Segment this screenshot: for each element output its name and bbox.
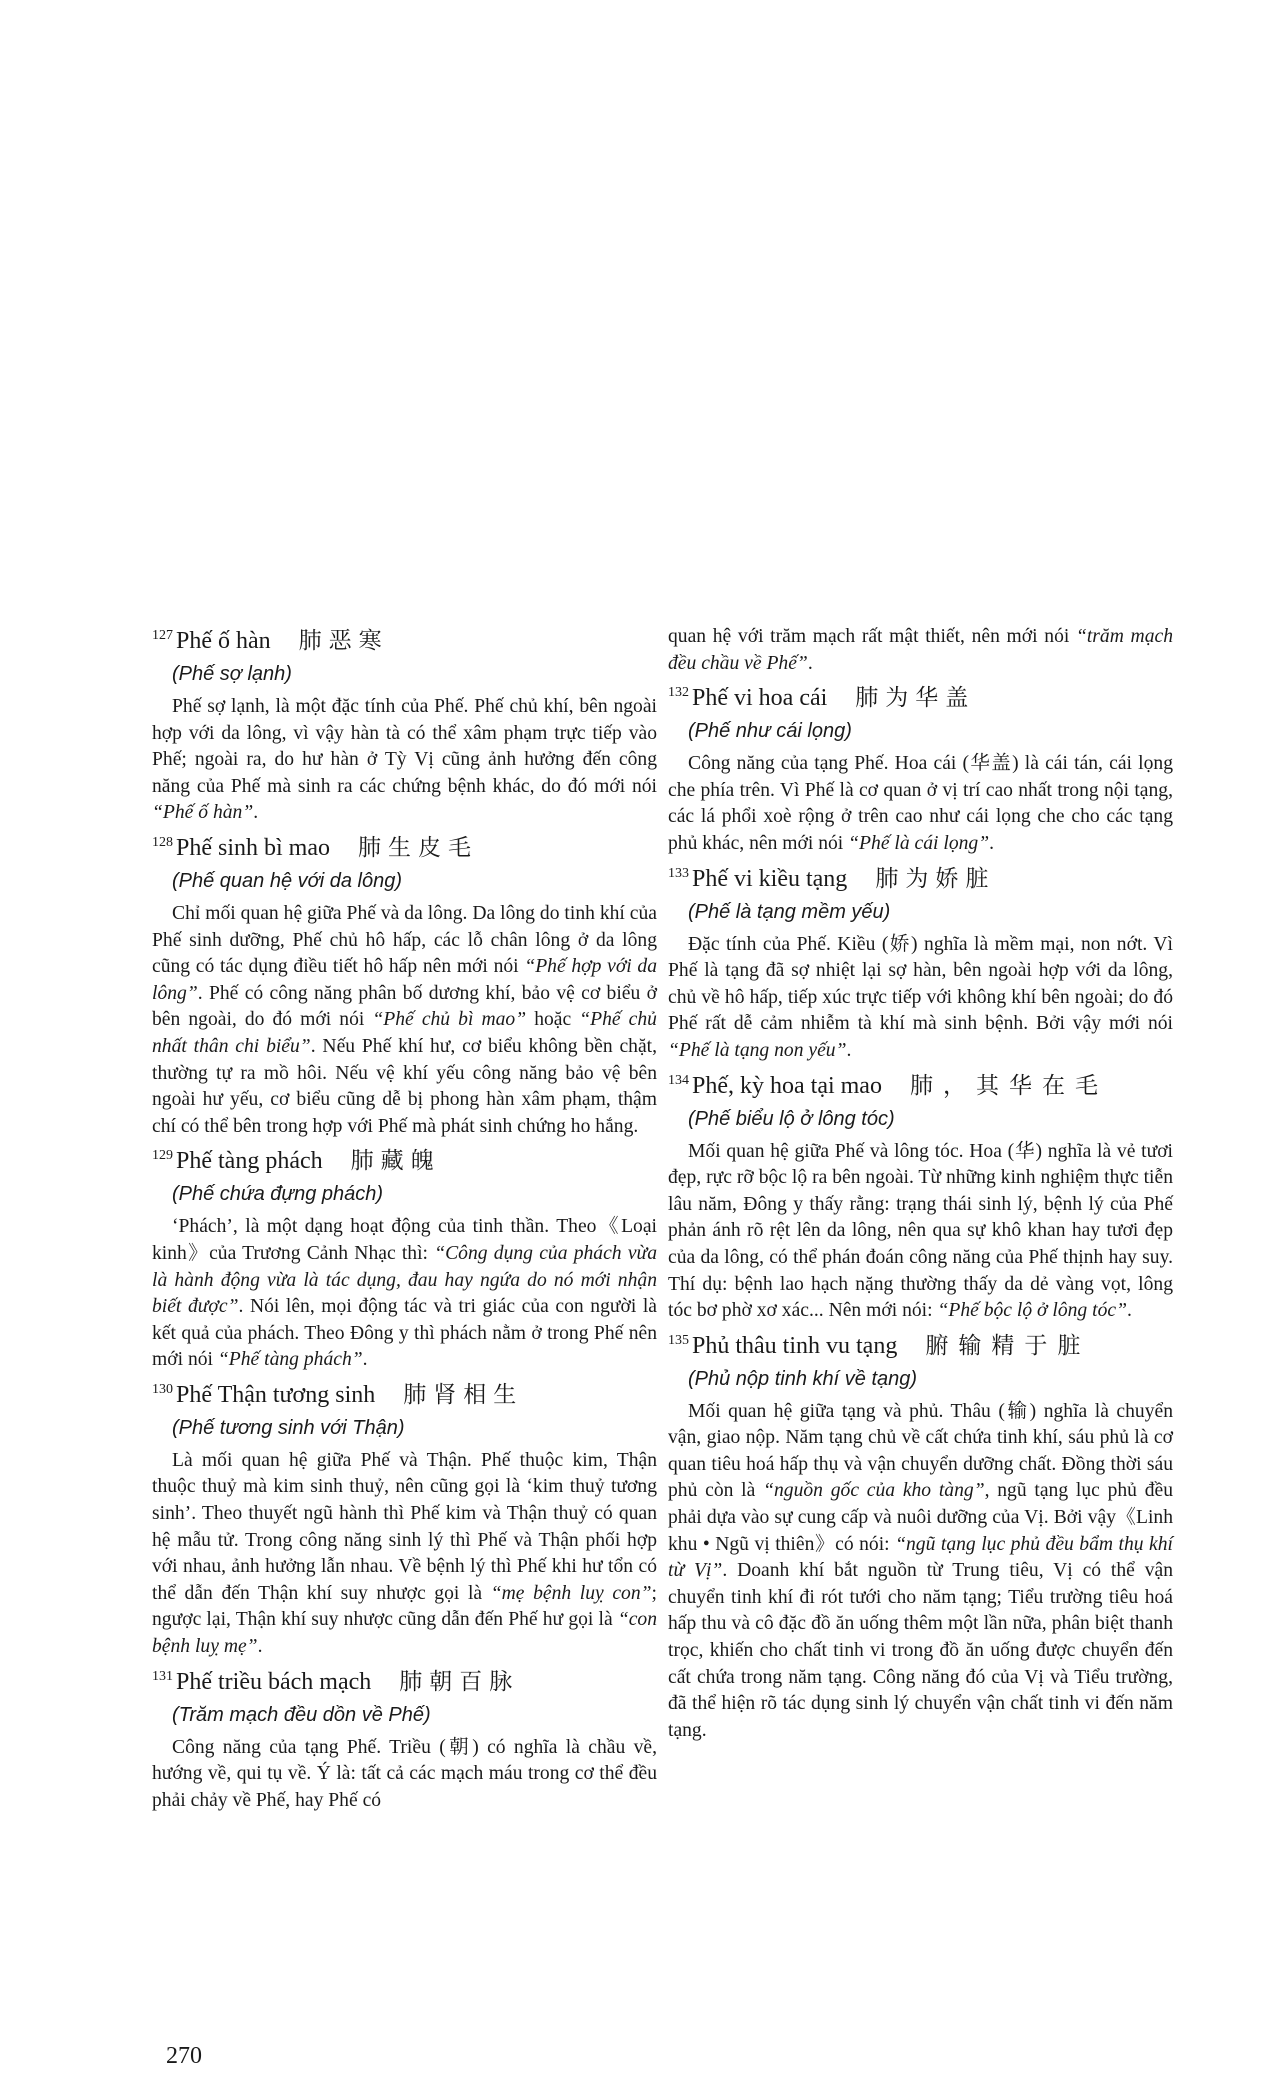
entry-term: Phế sinh bì mao [176, 834, 330, 861]
entry-body [668, 1139, 1173, 1325]
body-text: . [989, 832, 995, 854]
right-column [668, 624, 1173, 1748]
quote: “con bệnh luỵ mẹ” [152, 1609, 657, 1658]
body-text: Mối quan hệ giữa Phế và lông tóc. Hoa (华) nghĩa là vẻ tươi đẹp, rực rỡ bộc lộ ra bên ngoài. Từ những kinh nghiệm thực tiễn lâu năm, Đông y thấy rằng: trạng thái sinh lý, bệnh lý của Phế phản ánh rõ rệt lên da lông, nên qua sự khô khan hay tươi đẹp của da lông, có thể phán đoán công năng của Phế thịnh hay suy. Thí dụ: bệnh lao hạch nặng thường thấy da dẻ vàng vọt, lông tóc bơ phờ xơ xác... Nên mới nói: [668, 1140, 1173, 1322]
entry-131 [152, 1667, 657, 1815]
entry-134 [668, 1071, 1173, 1325]
quote: “Phế hợp với da lông” [152, 956, 658, 1004]
entry-chinese: 肺肾相生 [403, 1381, 524, 1408]
body-text: . [1126, 1300, 1132, 1322]
entry-translation: (Phế sợ lạnh) [172, 663, 292, 685]
page-number: 270 [166, 2043, 202, 2069]
entry-heading [152, 1146, 657, 1180]
body-text: Phế sợ lạnh, là một đặc tính của Phế. Phế chủ khí, bên ngoài hợp với da lông, vì vậy hàn tà có thể xâm phạm trực tiếp vào Phế; ngoài ra, do hư hàn ở Tỳ Vị cũng ảnh hưởng đến công năng của Phế mà sinh ra các chứng bệnh khác, do đó mới nói [152, 696, 657, 797]
entry-translation: (Phế như cái lọng) [688, 720, 852, 743]
entry-term: Phế ố hàn [176, 628, 271, 654]
quote: “Phế tàng phách” [217, 1349, 363, 1371]
body-text: Là mối quan hệ giữa Phế và Thận. Phế thuộc kim, Thận thuộc thuỷ mà kim sinh thuỷ, nên cũng gọi là ‘kim thuỷ tương sinh’. Theo thuyết ngũ hành thì Phế kim và Thận thuỷ có quan hệ mẫu tử. Trong công năng sinh lý thì Phế và Thận phối hợp với nhau, ảnh hưởng lẫn nhau. Về bệnh lý thì Phế khi hư tổn có thể dẫn đến Thận khí suy nhược gọi là [152, 1449, 657, 1604]
entry-number: 131 [152, 1668, 173, 1684]
body-text: . [253, 802, 259, 824]
entry-number: 128 [152, 834, 173, 850]
entry-heading [668, 1331, 1173, 1365]
body-text: Công năng của tạng Phế. Hoa cái (华盖) là cái tán, cái lọng che phía trên. Vì Phế là cơ quan ở vị trí cao nhất trong nội tạng, các lá phổi xoè rộng ở trên cao như cái lọng che cho các tạng phủ khác, nên mới nói [668, 753, 1173, 854]
entry-translation: (Phế biểu lộ ở lông tóc) [688, 1107, 895, 1130]
quote: “Phế là tạng non yếu” [668, 1039, 847, 1061]
quote: “Công dụng của phách vừa là hành động vừa là tác dụng, đau hay ngứa do nó mới nhận biết được” [152, 1242, 657, 1318]
body-text: . [807, 652, 813, 674]
body-text: ; ngược lại, Thận khí suy nhược cũng dẫn đến Phế hư gọi là [152, 1582, 657, 1631]
entry-number: 133 [668, 865, 689, 881]
entry-body [152, 901, 657, 1140]
entry-heading [668, 683, 1173, 717]
body-text: hoặc [526, 1009, 580, 1031]
entry-term: Phế triều bách mạch [176, 1668, 372, 1695]
entry-chinese: 肺为华盖 [855, 685, 976, 712]
entry-heading [152, 1380, 657, 1414]
entry-term: Phế vi hoa cái [692, 685, 828, 712]
entry-body [152, 1448, 657, 1661]
quote: “trăm mạch đều chầu về Phế” [668, 626, 1173, 674]
quote: “mẹ bệnh luỵ con” [490, 1582, 652, 1604]
quote: “Phế ố hàn” [152, 802, 254, 824]
entry-translation: (Phủ nộp tinh khí về tạng) [688, 1367, 918, 1390]
body-text: . Nếu Phế khí hư, cơ biểu không bền chặt, thường tự ra mồ hôi. Nếu vệ khí yếu công năng bảo vệ bên ngoài hư yếu, cơ biểu cũng dễ bị phong hàn xâm phạm, thậm chí có thể bên trong hợp với Phế mà phát sinh chứng ho hắng. [152, 1035, 657, 1137]
entry-term: Phủ thâu tinh vu tạng [692, 1332, 898, 1359]
entry-term: Phế vi kiều tạng [692, 865, 848, 892]
quote: “nguồn gốc của kho tàng” [763, 1480, 985, 1502]
entry-translation: (Trăm mạch đều dồn về Phế) [172, 1703, 431, 1726]
entry-133 [668, 864, 1173, 1065]
entry-translation: (Phế là tạng mềm yếu) [688, 900, 891, 923]
entry-term: Phế Thận tương sinh [176, 1381, 376, 1408]
entry-129 [152, 1146, 657, 1374]
left-column [152, 620, 657, 1818]
body-text: Đặc tính của Phế. Kiều (娇) nghĩa là mềm mại, non nớt. Vì Phế là tạng đã sợ nhiệt lại sợ hàn, bên ngoài hợp với da lông, chủ về hô hấp, tiếp xúc trực tiếp với không khí bên ngoài; do đó Phế rất dễ cảm nhiễm tà khí mà sinh bệnh. Bởi vậy mới nói [668, 933, 1173, 1035]
entry-chinese: 肺朝百脉 [399, 1668, 520, 1695]
entry-chinese: 肺恶寒 [298, 628, 389, 654]
entry-130 [152, 1380, 657, 1661]
entry-term: Phế tàng phách [176, 1148, 323, 1175]
quote: “Phế là cái lọng” [848, 832, 990, 854]
entry-chinese: 肺，其华在毛 [909, 1072, 1108, 1099]
entry-heading [668, 1071, 1173, 1105]
quote: “Phế chủ nhất thân chi biểu” [152, 1009, 657, 1057]
entry-chinese: 腑输精于脏 [925, 1332, 1091, 1359]
body-text: . Doanh khí bắt nguồn từ Trung tiêu, Vị có thể vận chuyển tinh khí đi rót tưới cho năm tạng; Tiểu trường tiêu hoá hấp thu và cô đặc đồ ăn uống thêm một lần nữa, phân biệt thanh trọc, khiến cho chất tinh vi trong đồ ăn uống được chuyển đến cất chứa trong năm tạng. Công năng đó của Vị và Tiểu trường, đã thể hiện rõ tác dụng sinh lý chuyển vận chất tinh vi đến năm tạng. [668, 1560, 1174, 1741]
entry-heading [152, 1667, 657, 1701]
entry-body [152, 1214, 657, 1374]
entry-number: 132 [668, 685, 689, 701]
body-text: quan hệ với trăm mạch rất mật thiết, nên mới nói [668, 626, 1076, 647]
entry-body [668, 1399, 1173, 1745]
entry-heading [152, 626, 657, 660]
entry-135 [668, 1331, 1173, 1745]
entry-chinese: 肺生皮毛 [358, 834, 478, 861]
body-text: Mối quan hệ giữa tạng và phủ. Thâu (输) nghĩa là chuyển vận, giao nộp. Năm tạng chủ về cất chứa tinh khí, sáu phủ là cơ quan tiêu hoá hấp thụ và vận chuyển dưỡng chất. Đồng thời sáu phủ còn là [668, 1400, 1173, 1502]
entry-131-continuation [668, 624, 1173, 677]
entry-number: 129 [152, 1148, 173, 1164]
body-text: . [846, 1039, 852, 1061]
entry-body: Công năng của tạng Phế. Triều (朝) có nghĩa là chầu về, hướng về, qui tụ về. Ý là: tất cả các mạch máu trong cơ thể đều phải chảy về Phế, hay Phế có [152, 1736, 657, 1811]
entry-body [152, 694, 657, 827]
entry-132 [668, 683, 1173, 857]
entry-chinese: 肺藏魄 [350, 1148, 441, 1175]
entry-number: 127 [152, 628, 173, 643]
quote: “Phế bộc lộ ở lông tóc” [937, 1300, 1127, 1322]
entry-body [668, 751, 1173, 857]
body-text: . [257, 1636, 263, 1658]
entry-chinese: 肺为娇脏 [875, 865, 996, 892]
entry-translation: (Phế chứa đựng phách) [172, 1183, 384, 1206]
entry-number: 135 [668, 1332, 689, 1348]
body-text: , ngũ tạng lục phủ đều phải dựa vào sự cung cấp và nuôi dưỡng của Vị. Bởi vậy《Linh khu • Ngũ vị thiên》có nói: [668, 1480, 1173, 1555]
entry-number: 134 [668, 1072, 689, 1088]
entry-term: Phế, kỳ hoa tại mao [692, 1072, 882, 1099]
entry-number: 130 [152, 1381, 173, 1397]
entry-128 [152, 833, 657, 1140]
entry-translation: (Phế quan hệ với da lông) [172, 869, 403, 892]
body-text: . [362, 1349, 368, 1371]
entry-127 [152, 626, 657, 827]
body-text: ‘Phách’, là một dạng hoạt động của tinh thần. Theo《Loại kinh》của Trương Cảnh Nhạc thì: [152, 1216, 657, 1264]
quote: “ngũ tạng lục phủ đều bẩm thụ khí từ Vị” [668, 1533, 1173, 1582]
body-text: . Phế có công năng phân bố dương khí, bảo vệ cơ biểu ở bên ngoài, do đó mới nói [152, 982, 657, 1031]
entry-body [668, 932, 1173, 1065]
quote: “Phế chủ bì mao” [372, 1009, 527, 1031]
entry-heading [668, 864, 1173, 898]
entry-translation: (Phế tương sinh với Thận) [172, 1416, 405, 1439]
body-text: Chỉ mối quan hệ giữa Phế và da lông. Da lông do tinh khí của Phế sinh dưỡng, Phế chủ hô hấp, các lỗ chân lông ở da lông cũng có tác dụng điều tiết hô hấp nên mới nói [152, 902, 657, 978]
entry-heading [152, 833, 657, 867]
body-text: . Nói lên, mọi động tác và tri giác của con người là kết quả của phách. Theo Đông y thì phách nằm ở trong Phế nên mới nói [152, 1296, 657, 1371]
